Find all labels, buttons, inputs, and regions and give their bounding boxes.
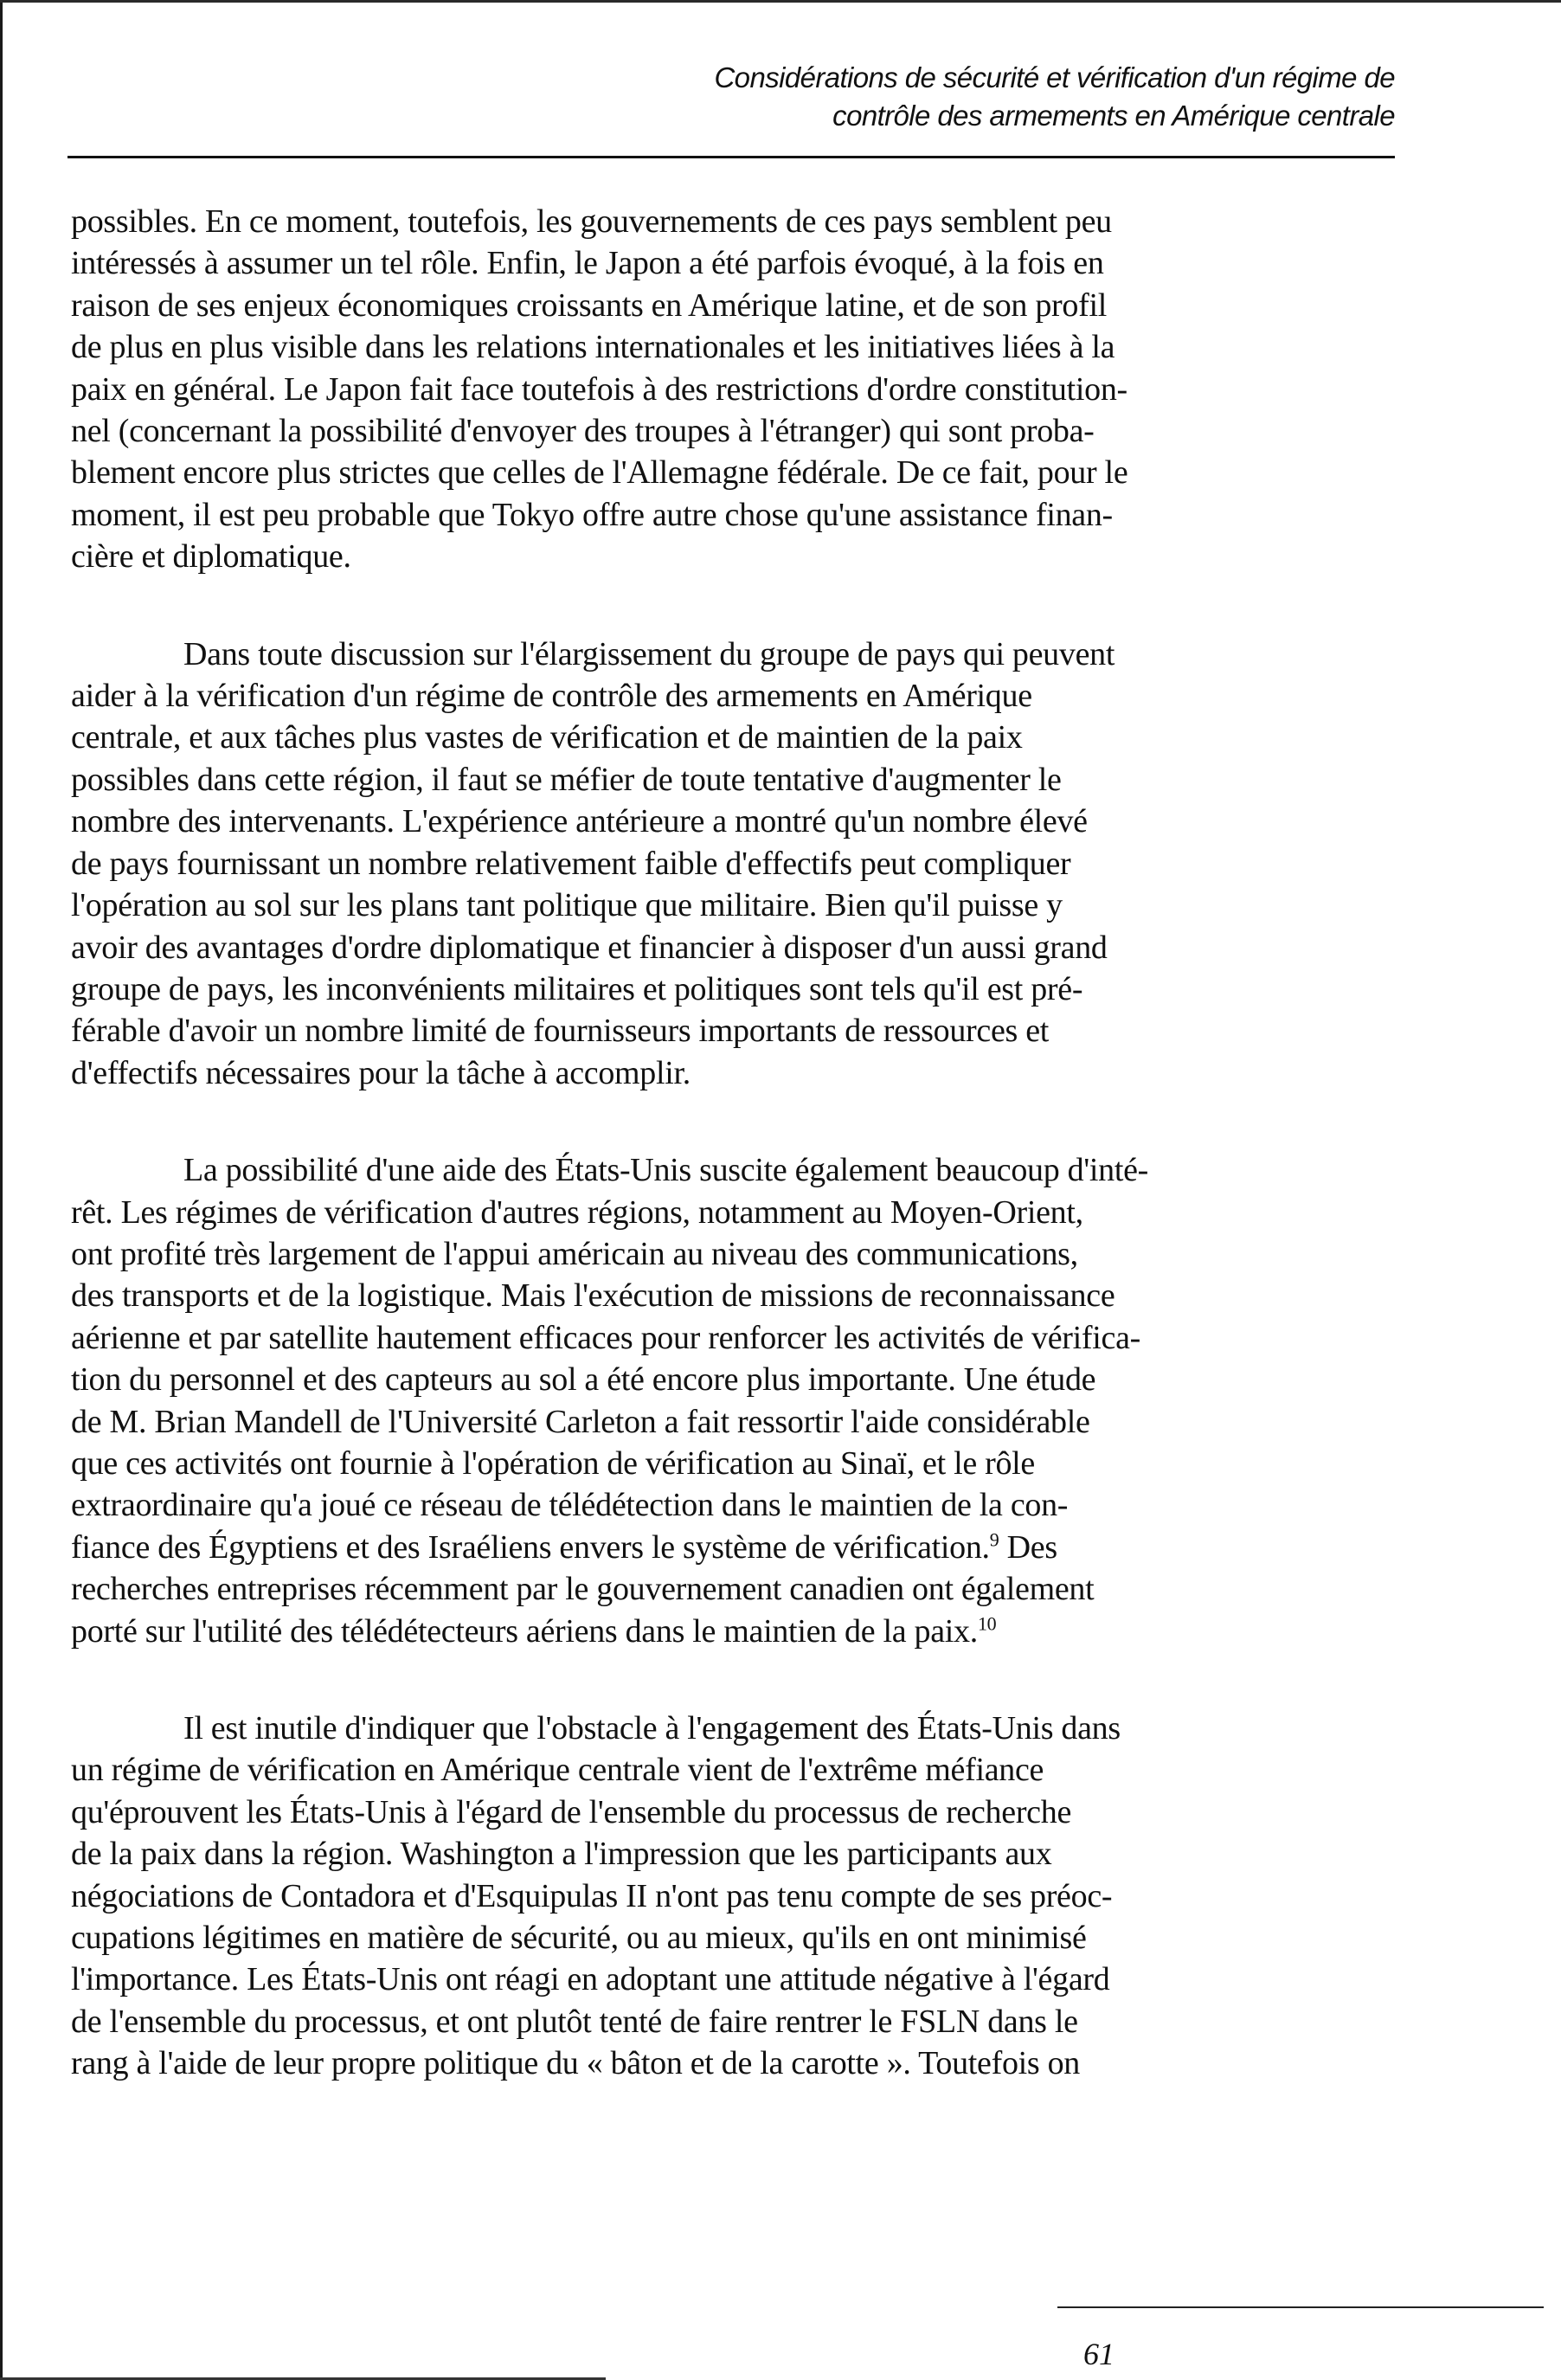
- text-line: intéressés à assumer un tel rôle. Enfin, le Japon a été parfois évoqué, à la fois en: [71, 245, 1104, 282]
- text-line: blement encore plus strictes que celles de l'Allemagne fédérale. De ce fait, pour le: [71, 454, 1128, 492]
- body-text: [71, 201, 1414, 2085]
- text-line-with-footnote: [71, 1527, 1414, 1568]
- footnote-reference-10: 10: [977, 1611, 997, 1634]
- paragraph-3: [71, 1149, 1414, 1652]
- text-line: qu'éprouvent les États-Unis à l'égard de l'ensemble du processus de recherche: [71, 1793, 1072, 1830]
- paragraph-2: [71, 634, 1414, 1094]
- text-line-with-footnote: [71, 1611, 1414, 1652]
- text-line: négociations de Contadora et d'Esquipulas II n'ont pas tenu compte de ses préoc-: [71, 1877, 1113, 1914]
- text-line: Il est inutile d'indiquer que l'obstacle à l'engagement des États-Unis dans: [183, 1710, 1121, 1746]
- text-line: rêt. Les régimes de vérification d'autres régions, notamment au Moyen-Orient,: [71, 1193, 1083, 1231]
- paragraph-gap: [71, 1094, 1414, 1149]
- text-line: que ces activités ont fournie à l'opération de vérification au Sinaï, et le rôle: [71, 1444, 1035, 1482]
- text-line: rang à l'aide de leur propre politique du « bâton et de la carotte ». Toutefois on: [71, 2045, 1080, 2082]
- text-line-segment: Des: [999, 1528, 1057, 1566]
- text-line: l'importance. Les États-Unis ont réagi en adoptant une attitude négative à l'égard: [71, 1961, 1110, 1998]
- scan-edge-top: [0, 0, 1561, 3]
- text-line: aérienne et par satellite hautement efficaces pour renforcer les activités de vérifica-: [71, 1319, 1141, 1356]
- text-line: nombre des intervenants. L'expérience antérieure a montré qu'un nombre élevé: [71, 803, 1088, 840]
- running-header: [658, 59, 1395, 135]
- text-line: aider à la vérification d'un régime de contrôle des armements en Amérique: [71, 678, 1032, 715]
- text-line: l'opération au sol sur les plans tant politique que militaire. Bien qu'il puisse y: [71, 887, 1063, 924]
- text-line: moment, il est peu probable que Tokyo offre autre chose qu'une assistance finan-: [71, 496, 1113, 533]
- text-line: nel (concernant la possibilité d'envoyer des troupes à l'étranger) qui sont proba-: [71, 413, 1095, 450]
- paragraph-4: [71, 1708, 1414, 2085]
- text-line-segment: porté sur l'utilité des télédétecteurs aériens dans le maintien de la paix.: [71, 1612, 978, 1650]
- text-line: de l'ensemble du processus, et ont plutôt tenté de faire rentrer le FSLN dans le: [71, 2003, 1078, 2040]
- text-line: La possibilité d'une aide des États-Unis suscite également beaucoup d'inté-: [183, 1152, 1149, 1189]
- text-line: de la paix dans la région. Washington a l'impression que les participants aux: [71, 1836, 1052, 1873]
- paragraph-1: [71, 201, 1414, 578]
- text-line: ont profité très largement de l'appui américain au niveau des communications,: [71, 1235, 1078, 1272]
- text-line: extraordinaire qu'a joué ce réseau de télédétection dans le maintien de la con-: [71, 1487, 1069, 1524]
- text-line: des transports et de la logistique. Mais l'exécution de missions de reconnaissance: [71, 1277, 1115, 1315]
- header-rule: [67, 156, 1395, 158]
- text-line: possibles dans cette région, il faut se méfier de toute tentative d'augmenter le: [71, 761, 1062, 798]
- footer-rule: [1057, 2306, 1544, 2308]
- text-line: avoir des avantages d'ordre diplomatique et financier à disposer d'un aussi grand: [71, 929, 1108, 966]
- text-line: férable d'avoir un nombre limité de fournisseurs importants de ressources et: [71, 1013, 1050, 1050]
- text-line: cière et diplomatique.: [71, 538, 351, 576]
- footnote-reference-9: 9: [989, 1528, 999, 1551]
- text-line-segment: fiance des Égyptiens et des Israéliens envers le système de vérification.: [71, 1528, 990, 1566]
- text-line: d'effectifs nécessaires pour la tâche à accomplir.: [71, 1054, 691, 1091]
- page-number: 61: [1083, 2337, 1115, 2371]
- text-line: Dans toute discussion sur l'élargissement du groupe de pays qui peuvent: [183, 635, 1115, 672]
- paragraph-gap: [71, 1652, 1414, 1708]
- text-line: possibles. En ce moment, toutefois, les gouvernements de ces pays semblent peu: [71, 203, 1112, 240]
- text-line: de M. Brian Mandell de l'Université Carleton a fait ressortir l'aide considérable: [71, 1403, 1090, 1440]
- text-line: cupations légitimes en matière de sécurité, ou au mieux, qu'ils en ont minimisé: [71, 1920, 1087, 1957]
- text-line: groupe de pays, les inconvénients militaires et politiques sont tels qu'il est pré-: [71, 970, 1083, 1007]
- text-line: recherches entreprises récemment par le gouvernement canadien ont également: [71, 1571, 1095, 1608]
- text-line: de pays fournissant un nombre relativement faible d'effectifs peut compliquer: [71, 845, 1071, 882]
- paragraph-gap: [71, 578, 1414, 634]
- text-line: raison de ses enjeux économiques croissants en Amérique latine, et de son profil: [71, 286, 1107, 324]
- text-line: centrale, et aux tâches plus vastes de vérification et de maintien de la paix: [71, 719, 1023, 756]
- text-line: tion du personnel et des capteurs au sol a été encore plus importante. Une étude: [71, 1361, 1096, 1399]
- text-line: paix en général. Le Japon fait face toutefois à des restrictions d'ordre constitution-: [71, 370, 1127, 408]
- text-line: un régime de vérification en Amérique centrale vient de l'extrême méfiance: [71, 1752, 1044, 1789]
- running-header-line-1: Considérations de sécurité et vérification d'un régime de: [714, 61, 1395, 93]
- running-header-line-2: contrôle des armements en Amérique centrale: [832, 100, 1395, 132]
- text-line: de plus en plus visible dans les relations internationales et les initiatives liées à la: [71, 329, 1115, 366]
- scan-edge-left: [0, 0, 3, 2380]
